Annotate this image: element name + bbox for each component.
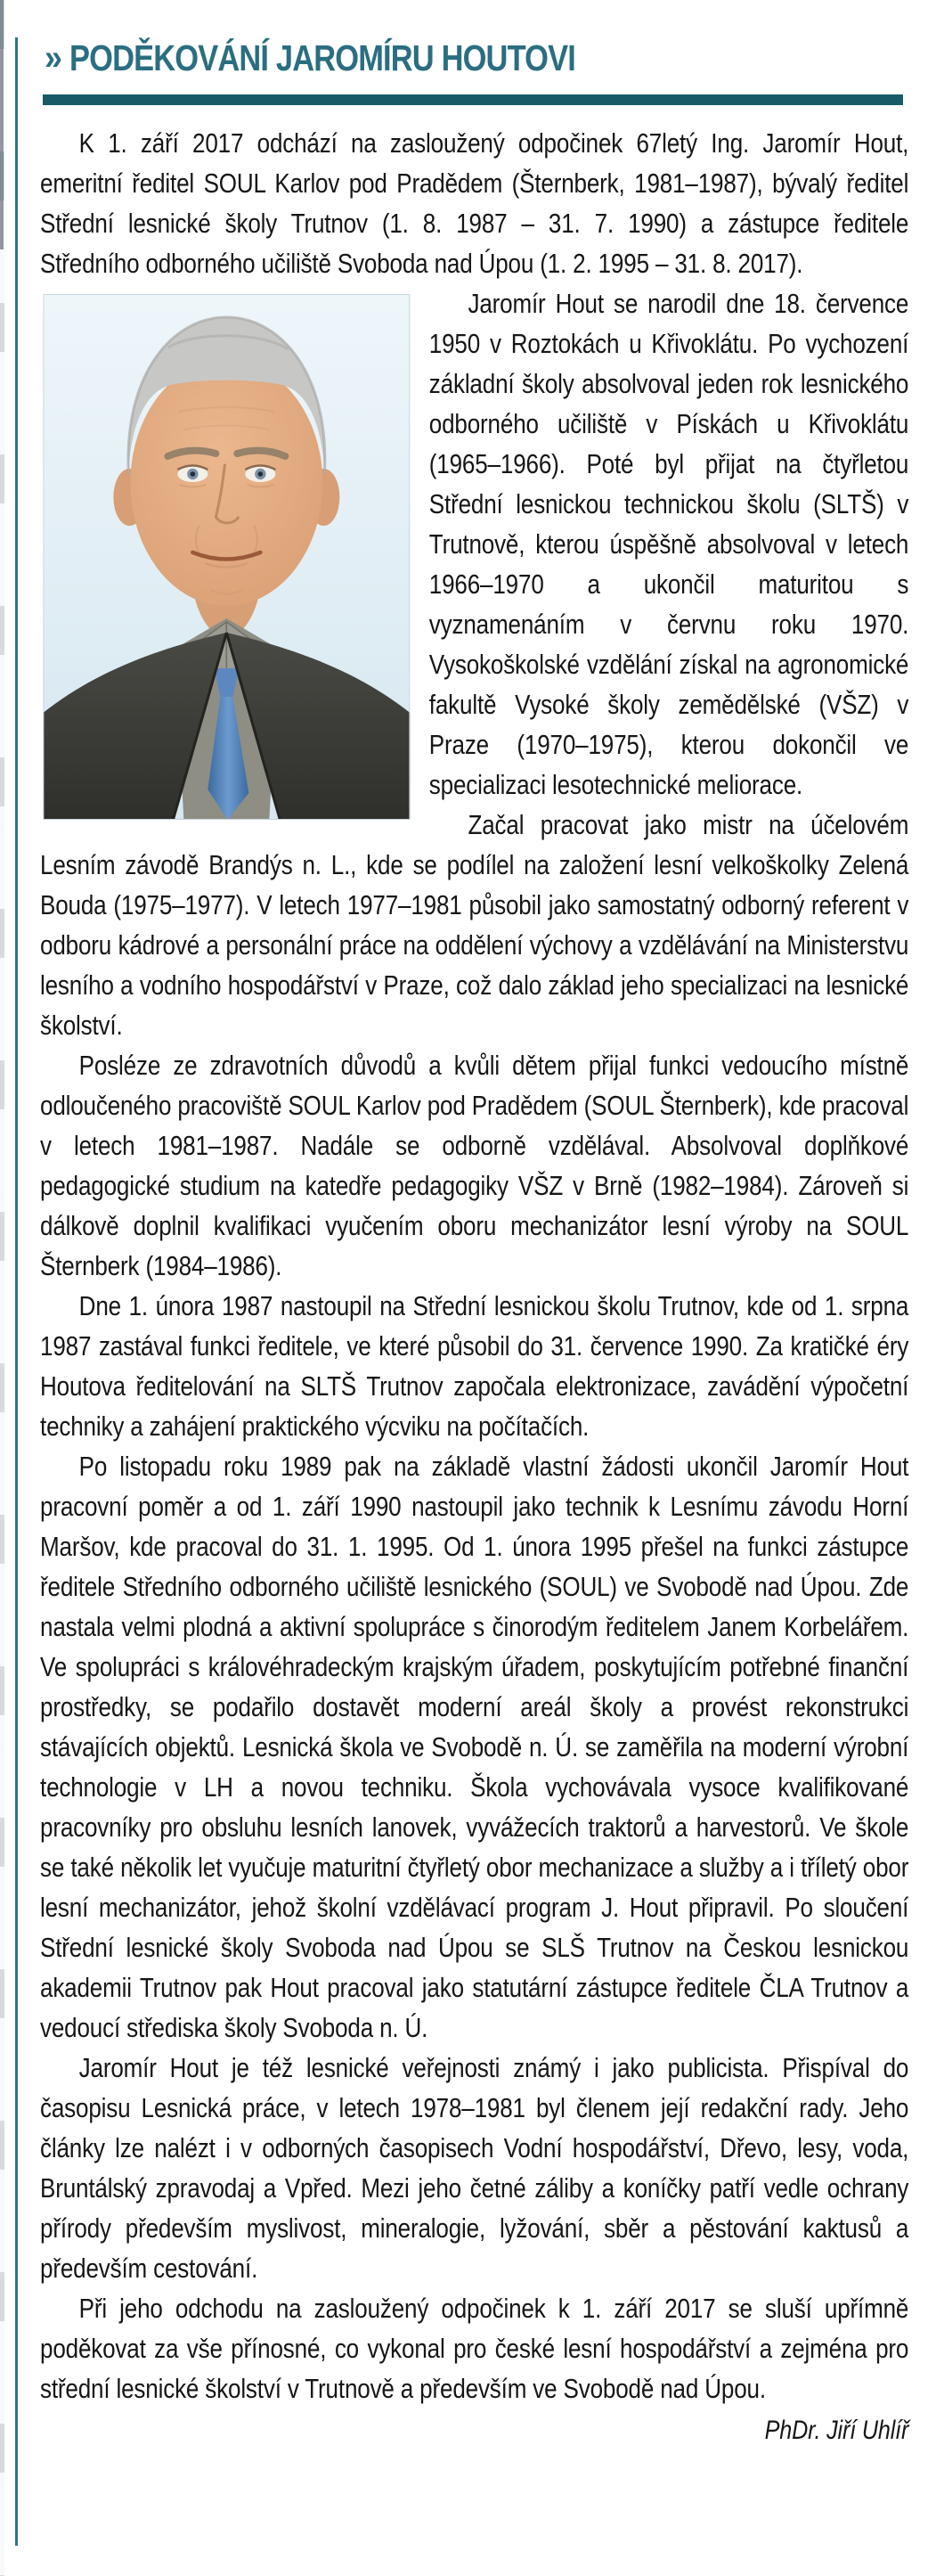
paragraph-first-jobs: Začal pracovat jako mistr na účelovém Lesním závodě Brandýs n. L., kde se podílel na založení lesní velkoškolky Zelená Bouda (1975–1977). V letech 1977–1981 působil jako samostatný odborný referent v odboru kádrové a personální práce na oddělení výchovy a vzdělávání na Ministerstvu lesního a vodního hospodářství v Praze, což dalo základ jeho specializaci na lesnické školství.: [40, 809, 909, 1041]
paragraph-soul-sternberk: Posléze ze zdravotních důvodů a kvůli dětem přijal funkci vedoucího místně odloučeného pracoviště SOUL Karlov pod Pradědem (SOUL Šternberk), kde pracoval v letech 1981–1987. Nadále se odborně vzdělával. Absolvoval doplňkové pedagogické studium na katedře pedagogiky VŠZ v Brně (1982–1984). Zároveň si dálkově doplnil kvalifikaci vyučením oboru mechanizátor lesní výroby na SOUL Šternberk (1984–1986).: [40, 1050, 909, 1281]
portrait-illustration: [43, 294, 410, 820]
header-underline-bar: [43, 94, 903, 105]
paragraph-publicist: Jaromír Hout je též lesnické veřejnosti známý i jako publicista. Přispíval do časopisu Lesnická práce, v letech 1978–1981 byl členem její redakční rady. Jeho články lze nalézt i v odborných časopisech Vodní hospodářství, Dřevo, lesy, voda, Bruntálský zpravodaj a Vpřed. Mezi jeho četné záliby a koníčky patří vedle ochrany přírody především myslivost, mineralogie, lyžování, sběr a pěstování kaktusů a především cestování.: [40, 2052, 909, 2284]
article-body: [40, 123, 908, 2450]
page-title: PODĚKOVÁNÍ JAROMÍRU HOUTOVI: [69, 37, 576, 78]
scan-edge-artifact-dark: [0, 0, 4, 249]
article-header: [45, 37, 936, 87]
header-chevron-icon: »: [45, 38, 63, 78]
accent-left-rule: [15, 37, 18, 2546]
paragraph-farewell: Při jeho odchodu na zasloužený odpočinek k 1. září 2017 se sluší upřímně poděkovat za vše přínosné, co vykonal pro české lesní hospodářství a zejména pro střední lesnické školství v Trutnově a především ve Svobodě nad Úpou.: [40, 2293, 909, 2404]
paragraph-intro: K 1. září 2017 odchází na zasloužený odpočinek 67letý Ing. Jaromír Hout, emeritní ředitel SOUL Karlov pod Pradědem (Šternberk, 1981–1987), bývalý ředitel Střední lesnické školy Trutnov (1. 8. 1987 – 31. 7. 1990) a zástupce ředitele Středního odborného učiliště Svoboda nad Úpou (1. 2. 1995 – 31. 8. 2017).: [40, 127, 909, 279]
paragraph-svoboda-nad-upou: Po listopadu roku 1989 pak na základě vlastní žádosti ukončil Jaromír Hout pracovní poměr a od 1. září 1990 nastoupil jako technik k Lesnímu závodu Horní Maršov, kde pracoval do 31. 1. 1995. Od 1. února 1995 přešel na funkci zástupce ředitele Středního odborného učiliště lesnického (SOUL) ve Svobodě nad Úpou. Zde nastala velmi plodná a aktivní spolupráce s činorodým ředitelem Janem Korbelářem. Ve spolupráci s královéhradeckým krajským úřadem, poskytujícím potřebné finanční prostředky, se podařilo dostavět moderní areál školy a provést rekonstrukci stávajících objektů. Lesnická škola ve Svobodě n. Ú. se zaměřila na moderní výrobní technologie v LH a novou techniku. Škola vychovávala vysoce kvalifikované pracovníky pro obsluhu lesních lanovek, vyvážecích traktorů a harvestorů. Ve škole se také několik let vyučuje maturitní čtyřletý obor mechanizace a služby a i tříletý obor lesní mechanizátor, jehož školní vzdělávací program J. Hout připravil. Po sloučení Střední lesnické školy Svoboda nad Úpou se SLŠ Trutnov na Českou lesnickou akademii Trutnov pak Hout pracoval jako statutární zástupce ředitele ČLA Trutnov a vedoucí střediska školy Svoboda n. Ú.: [40, 1451, 909, 2043]
scan-edge-artifact: [0, 0, 4, 2576]
signature: PhDr. Jiří Uhlíř: [764, 2416, 909, 2445]
paragraph-birth-education: Jaromír Hout se narodil dne 18. července 1950 v Roztokách u Křivoklátu. Po vychození základní školy absolvoval jeden rok lesnického odborného učiliště v Pískách u Křivoklátu (1965–1966). Poté byl přijat na čtyřletou Střední lesnickou technickou školu (SLTŠ) v Trutnově, kterou úspěšně absolvoval v letech 1966–1970 a ukončil maturitou s vyznamenáním v červnu roku 1970. Vysokoškolské vzdělání získal na agronomické fakultě Vysoké školy zemědělské (VŠZ) v Praze (1970–1975), kterou dokončil ve specializaci lesotechnické meliorace.: [428, 288, 909, 800]
portrait-photo: [43, 294, 410, 820]
paragraph-sls-trutnov: Dne 1. února 1987 nastoupil na Střední lesnickou školu Trutnov, kde od 1. srpna 1987 zastával funkci ředitele, ve které působil do 31. července 1990. Za kratičké éry Houtova ředitelování na SLTŠ Trutnov započala elektronizace, zavádění výpočetní techniky a zahájení praktického výcviku na počítačích.: [40, 1290, 909, 1442]
